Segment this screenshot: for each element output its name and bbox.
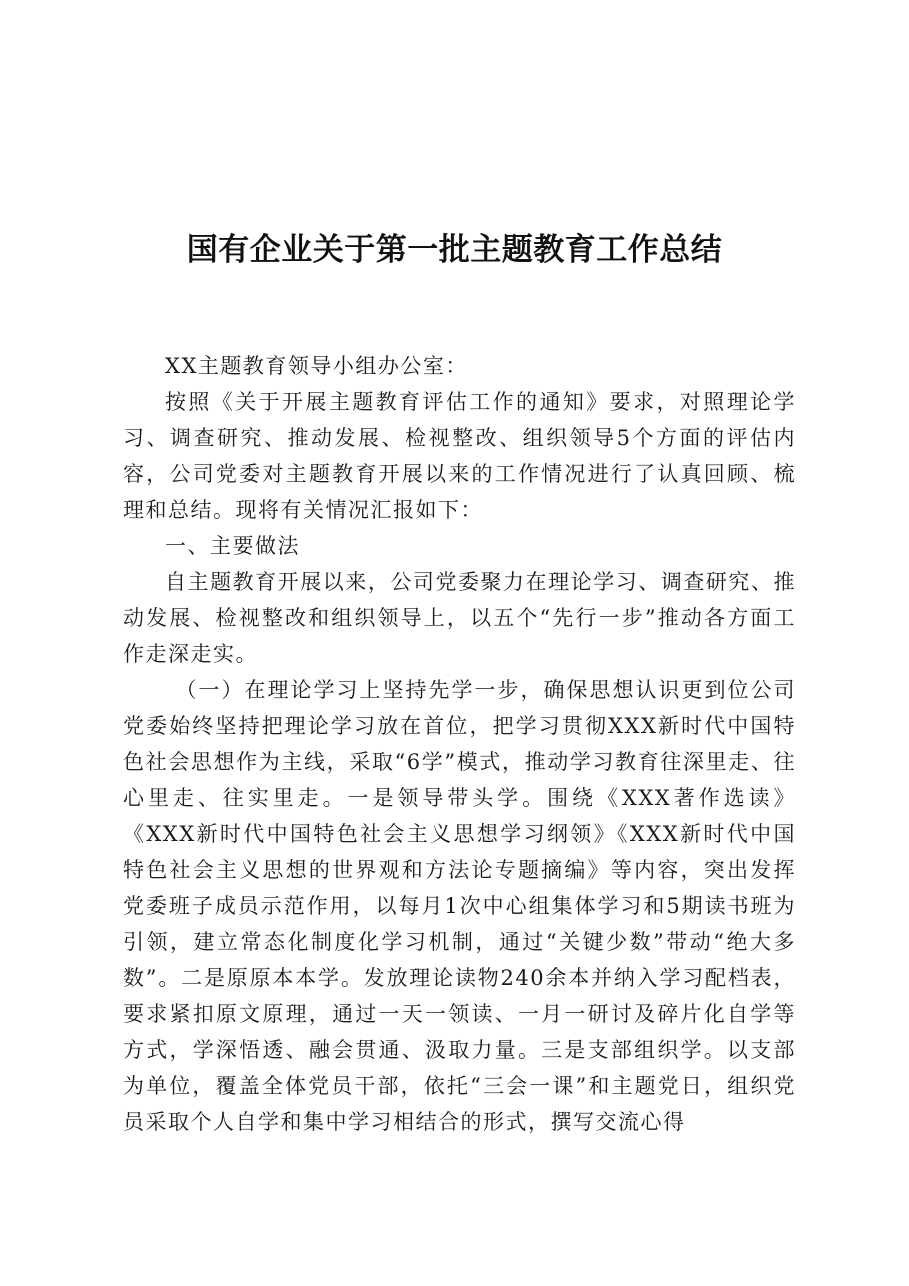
- document-body: [123, 348, 796, 1140]
- salutation-paragraph: XX主题教育领导小组办公室：: [165, 354, 468, 378]
- theory-study-paragraph: （一）在理论学习上坚持先学一步，确保思想认识更到位公司党委始终坚持把理论学习放在首位，把学习贯彻XXX新时代中国特色社会思想作为主线，采取“6学”模式，推动学习教育往深里走、往心里走、往实里走。一是领导带头学。围绕《XXX著作选读》《XXX新时代中国特色社会主义思想学习纲领》《XXX新时代中国特色社会主义思想的世界观和方法论专题摘编》等内容，突出发挥党委班子成员示范作用，以每月1次中心组集体学习和5期读书班为引领，建立常态化制度化学习机制，通过“关键少数”带动“绝大多数”。二是原原本本学。发放理论读物240余本并纳入学习配档表，要求紧扣原文原理，通过一天一领读、一月一研讨及碎片化自学等方式，学深悟透、融会贯通、汲取力量。三是支部组织学。以支部为单位，覆盖全体党员干部，依托“三会一课”和主题党日，组织党员采取个人自学和集中学习相结合的形式，撰写交流心得: [123, 678, 796, 1134]
- section-heading-main-practices: 一、主要做法: [165, 534, 300, 558]
- overview-paragraph: 自主题教育开展以来，公司党委聚力在理论学习、调查研究、推动发展、检视整改和组织领导上，以五个“先行一步”推动各方面工作走深走实。: [123, 570, 796, 666]
- intro-paragraph: 按照《关于开展主题教育评估工作的通知》要求，对照理论学习、调查研究、推动发展、检视整改、组织领导5个方面的评估内容，公司党委对主题教育开展以来的工作情况进行了认真回顾、梳理和总结。现将有关情况汇报如下：: [123, 390, 796, 522]
- document-title: 国有企业关于第一批主题教育工作总结: [186, 232, 723, 268]
